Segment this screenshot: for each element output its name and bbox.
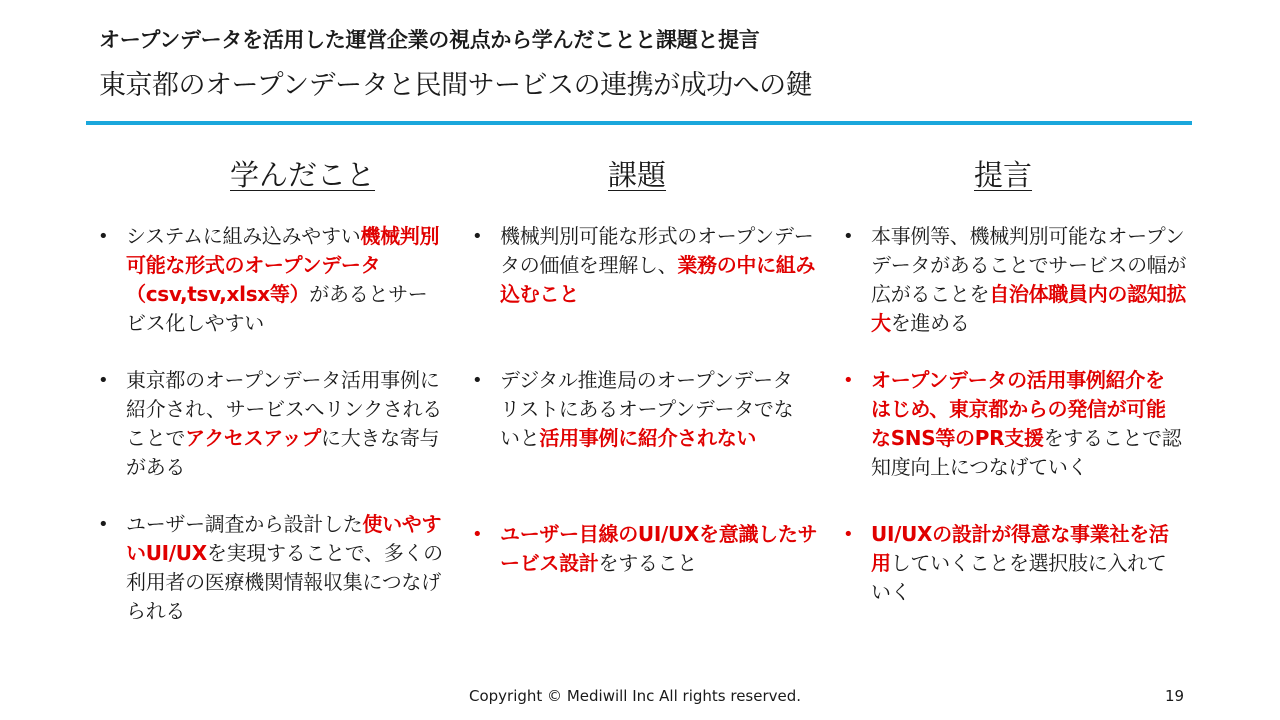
- slide-title: オープンデータを活用した運営企業の視点から学んだことと課題と提言: [99, 28, 760, 52]
- learning-bullet: [98, 366, 443, 482]
- emphasis-text: UI/UXの設計が得意な事業社を活用: [871, 522, 1169, 575]
- bullet-text: をすることで認知度向上につなげていく: [871, 426, 1182, 479]
- learning-bullet: [98, 222, 443, 338]
- bullet-text: があるとサービス化しやすい: [126, 282, 428, 335]
- bullet-text: ユーザー調査から設計した: [126, 512, 363, 536]
- issue-bullet: [472, 366, 807, 453]
- emphasis-text: ユーザー目線のUI/UXを意識したサービス設計: [500, 522, 818, 575]
- column-heading-issues: 課題: [608, 158, 667, 192]
- bullet-text: を実現することで、多くの利用者の医療機関情報収集につなげられる: [126, 541, 443, 623]
- bullet-text: していくことを選択肢に入れていく: [871, 551, 1167, 604]
- issue-bullet: [472, 222, 822, 309]
- copyright-footer: Copyright © Mediwill Inc All rights reserved.: [469, 687, 802, 705]
- bullet-text: に大きな寄与がある: [126, 426, 440, 479]
- column-heading-proposals: 提言: [974, 158, 1033, 192]
- slide-subtitle: 東京都のオープンデータと民間サービスの連携が成功への鍵: [99, 70, 813, 101]
- emphasis-text: 自治体職員内の認知拡大: [871, 282, 1187, 335]
- title-divider: [86, 121, 1192, 125]
- emphasis-text: アクセスアップ: [185, 426, 322, 450]
- emphasis-text: 活用事例に紹介されない: [539, 426, 757, 450]
- emphasis-text: 使いやすいUI/UX: [126, 512, 442, 565]
- emphasis-text: 機械判別可能な形式のオープンデータ（csv,tsv,xlsx等）: [126, 224, 440, 306]
- proposal-bullet: [843, 222, 1199, 338]
- bullet-text: を進める: [890, 311, 970, 335]
- bullet-text: をすること: [598, 551, 697, 575]
- bullet-text: 本事例等、機械判別可能なオープンデータがあることでサービスの幅が広がることを: [871, 224, 1187, 306]
- issue-bullet: [472, 520, 822, 578]
- page-number: 19: [1165, 687, 1185, 705]
- bullet-text: デジタル推進局のオープンデータリストにあるオープンデータでないと: [500, 368, 794, 450]
- bullet-text: システムに組み込みやすい: [126, 224, 361, 248]
- emphasis-text: 業務の中に組み込むこと: [500, 253, 816, 306]
- proposal-bullet: [843, 520, 1173, 607]
- learning-bullet: [98, 510, 443, 626]
- bullet-text: 東京都のオープンデータ活用事例に紹介され、サービスへリンクされることで: [126, 368, 442, 450]
- proposal-bullet: [843, 366, 1183, 482]
- bullet-text: 機械判別可能な形式のオープンデータの価値を理解し、: [500, 224, 814, 277]
- column-heading-learnings: 学んだこと: [230, 158, 376, 192]
- emphasis-text: オープンデータの活用事例紹介をはじめ、東京都からの発信が可能なSNS等のPR支援: [871, 368, 1166, 450]
